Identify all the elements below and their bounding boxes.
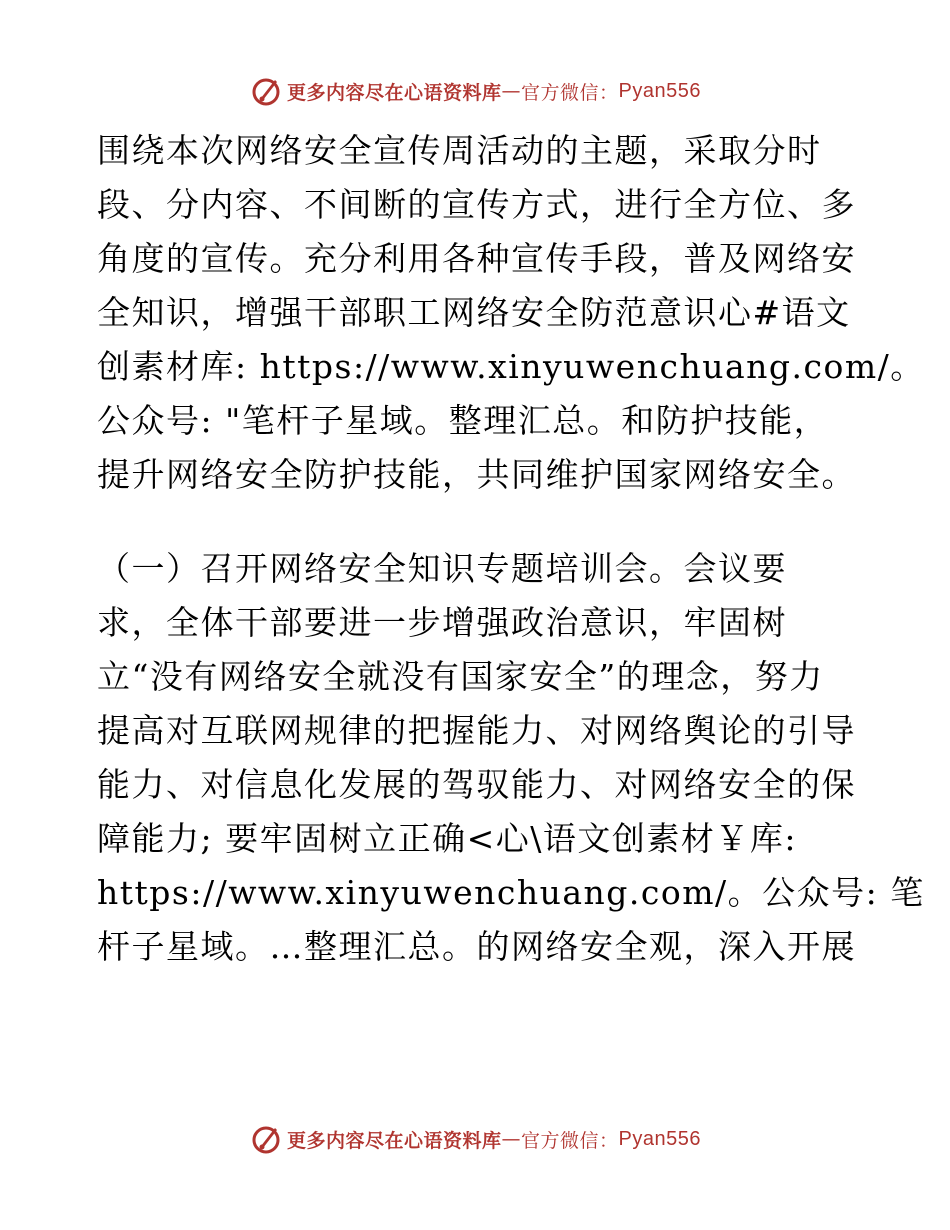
- paragraph-line: 角度的宣传。充分利用各种宣传手段，普及网络安: [97, 239, 856, 278]
- paragraph-line: 立“没有网络安全就没有国家安全”的理念，努力: [97, 657, 824, 696]
- paragraph-line: 求，全体干部要进一步增强政治意识，牢固树: [97, 603, 787, 642]
- paragraph-line: 围绕本次网络安全宣传周活动的主题，采取分时: [97, 131, 822, 170]
- quill-pen-logo-icon: [249, 1122, 283, 1156]
- watermark-wechat-handle: Pyan556: [618, 79, 701, 102]
- header-watermark-banner: [0, 71, 950, 111]
- body-paragraph-2: [97, 542, 925, 974]
- paragraph-line: 全知识，增强干部职工网络安全防范意识心#语文: [97, 293, 851, 332]
- paragraph-line: （一）召开网络安全知识专题培训会。会议要: [97, 549, 787, 588]
- watermark-wechat-label: 官方微信：: [521, 1129, 619, 1152]
- paragraph-line: 创素材库: https://www.xinyuwenchuang.com/。: [97, 347, 925, 386]
- paragraph-line: 提高对互联网规律的把握能力、对网络舆论的引导: [97, 711, 856, 750]
- paragraph-line: 能力、对信息化发展的驾驭能力、对网络安全的保: [97, 765, 856, 804]
- footer-watermark-banner: [0, 1119, 950, 1159]
- paragraph-line: 公众号: "笔杆子星域。整理汇总。和防护技能，: [97, 401, 829, 440]
- watermark-wechat-label: 官方微信：: [521, 81, 619, 104]
- quill-pen-logo-icon: [249, 74, 283, 108]
- paragraph-line: 障能力; 要牢固树立正确<心\语文创素材￥库:: [97, 819, 797, 858]
- watermark-separator: —: [501, 80, 522, 102]
- watermark-separator: —: [501, 1128, 522, 1150]
- paragraph-line: 杆子星域。…整理汇总。的网络安全观，深入开展: [97, 927, 856, 966]
- watermark-wechat-handle: Pyan556: [618, 1127, 701, 1150]
- watermark-brand-text: 更多内容尽在心语资料库: [287, 1129, 502, 1152]
- paragraph-line: 段、分内容、不间断的宣传方式，进行全方位、多: [97, 185, 856, 224]
- watermark-brand-text: 更多内容尽在心语资料库: [287, 81, 502, 104]
- body-paragraph-1: [97, 124, 925, 502]
- paragraph-line: 提升网络安全防护技能，共同维护国家网络安全。: [97, 455, 856, 494]
- paragraph-line: https://www.xinyuwenchuang.com/。公众号: 笔: [97, 873, 925, 912]
